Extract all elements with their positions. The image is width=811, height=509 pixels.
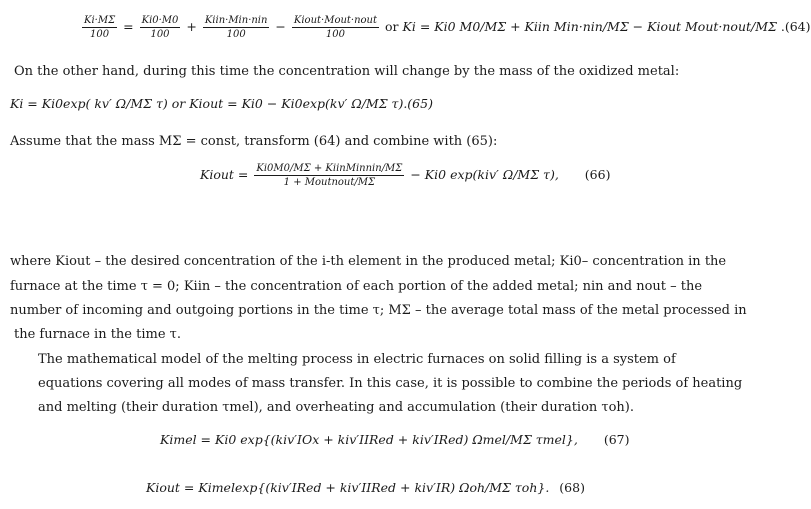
eq66-frac-den: 1 + Moutnout/MΣ (283, 177, 376, 188)
paragraph-4-line-1: The mathematical model of the melting process in electric furnaces on solid filling is a system of (38, 352, 676, 367)
eq66-lhs: Kiout = (200, 167, 249, 182)
equation-66 (200, 162, 610, 189)
eq67-label: (67) (603, 432, 630, 447)
eq64-t3-den: 100 (325, 29, 345, 40)
paragraph-4-line-3: and melting (their duration τmel), and overheating and accumulation (their duration τoh). (38, 400, 635, 415)
eq64-t2-num: Kiin·Min·nin (204, 15, 268, 26)
eq64-t2-den: 100 (226, 29, 246, 40)
eq68-label: (68) (559, 480, 585, 495)
eq66-fraction (254, 162, 404, 189)
paragraph-3-line-4: the furnace in the time τ. (14, 327, 181, 342)
paragraph-2: Assume that the mass MΣ = const, transform (64) and combine with (65): (10, 134, 498, 149)
equation-68 (146, 480, 585, 495)
eq64-t1-num: Ki0·M0 (141, 15, 179, 26)
equation-67 (160, 432, 630, 447)
eq64-t1-den: 100 (150, 29, 170, 40)
eq67-text: Kimel = Ki0 exp{(kiv′IOx + kiv′IIRed + kiv′IRed) Ωmel/MΣ τmel}, (160, 432, 578, 447)
eq64-label: .(64) (780, 19, 811, 34)
eq66-tail: − Ki0 exp(kiv′ Ω/MΣ τ), (410, 167, 559, 182)
eq64-t2-fraction (203, 14, 270, 41)
eq64-t3-num: Kiout·Mout·nout (293, 15, 378, 26)
eq64-t1-fraction (140, 14, 181, 41)
eq66-label: (66) (584, 167, 611, 182)
eq64-or: or (385, 19, 399, 34)
paragraph-3-line-1: where Kiout – the desired concentration of the i-th element in the produced metal; Ki0– concentration in the (10, 254, 727, 269)
equation-65: Ki = Ki0exp( kv′ Ω/MΣ τ) or Kiout = Ki0 − Ki0exp(kv′ Ω/MΣ τ).(65) (10, 96, 433, 111)
equation-64: $\frac{Ki\cdot M\Sigma}{100}$ = $\frac{Ki0\cdot M0}{100}$ + $\frac{\text{Kiin·Min·nin}}{100}$ − $\frac{\text{Kiout·Mout·nout}}{100}$ or Ki = Ki0 M0/MΣ + Kiin Min·nin/MΣ − Kiout Mout·nout/MΣ .(64) (84, 15, 811, 40)
eq64-lhs-den: 100 (90, 29, 110, 40)
paragraph-3-line-3: number of incoming and outgoing portions in the time τ; MΣ – the average total mass of the metal processed in (10, 303, 747, 318)
eq66-frac-num: Ki0M0/MΣ + KiinMinnin/MΣ (256, 163, 403, 174)
paragraph-1: On the other hand, during this time the concentration will change by the mass of the oxidized metal: (14, 64, 680, 79)
paragraph-3-line-2: furnace at the time τ = 0; Kiin – the concentration of each portion of the added metal; nin and nout – the (10, 279, 703, 294)
paragraph-4-line-2: equations covering all modes of mass transfer. In this case, it is possible to combine the periods of heating (38, 376, 743, 391)
eq64-lhs-num: Ki·MΣ (84, 15, 116, 26)
eq64-rhs: Ki = Ki0 M0/MΣ + Kiin Min·nin/MΣ − Kiout Mout·nout/MΣ (402, 19, 777, 34)
eq68-text: Kiout = Kimelexp{(kiv′IRed + kiv′IIRed + kiv′IR) Ωoh/MΣ τoh}. (146, 480, 550, 495)
eq64-t3-fraction (292, 14, 379, 41)
eq64-lhs-fraction (82, 14, 117, 41)
